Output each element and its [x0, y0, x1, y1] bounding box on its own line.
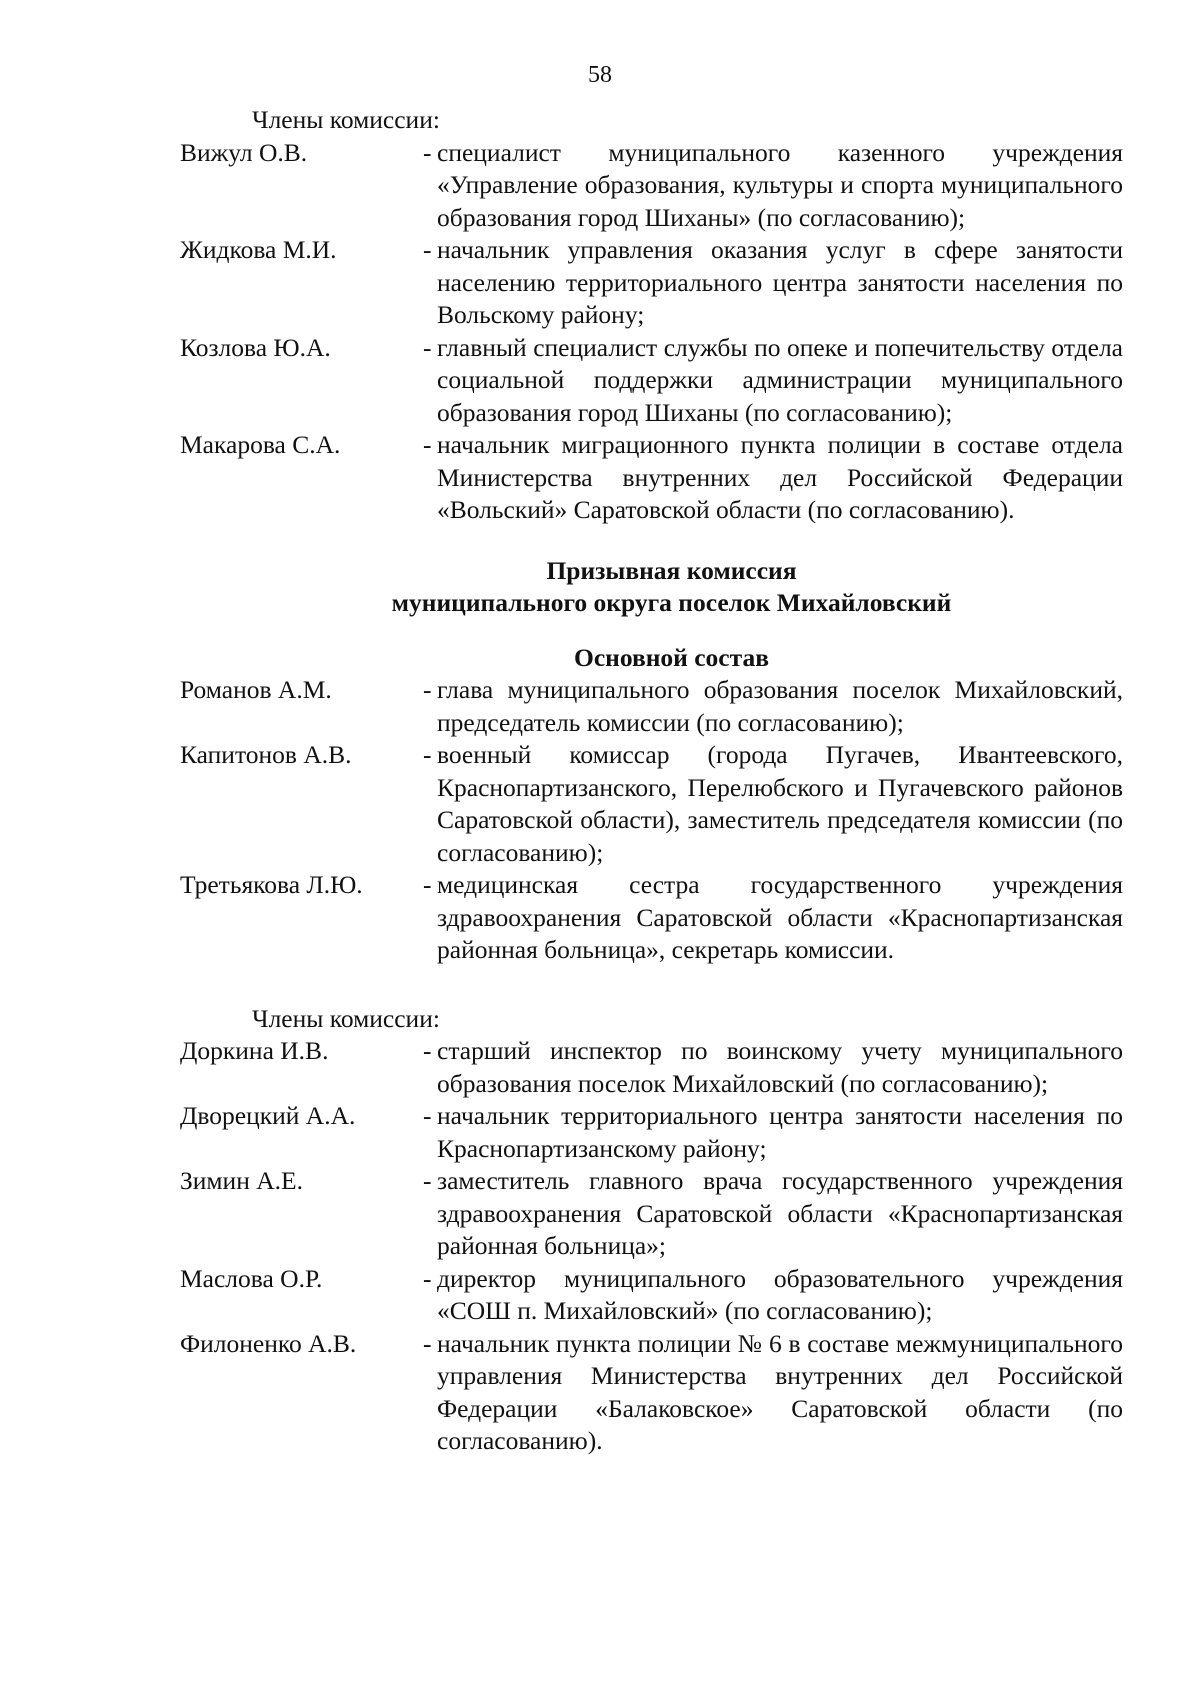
member-name: Романов А.М. — [180, 675, 332, 704]
spacer — [180, 967, 1123, 1003]
member-dash: - — [423, 137, 432, 167]
commission-subtitle: муниципального округа поселок Михайловский — [391, 588, 952, 617]
member-entry — [180, 1035, 1123, 1100]
member-dash: - — [423, 1263, 432, 1293]
member-dash: - — [423, 235, 432, 264]
members-list — [180, 137, 1123, 527]
members-label: Члены комиссии: — [252, 105, 440, 134]
member-entry — [180, 1165, 1123, 1263]
member-position: медицинская сестра государственного учреждения здравоохранения Саратовской области «Краснопартизанская районная больница», секретарь комиссии. — [437, 870, 1123, 964]
document-body — [180, 104, 1123, 1458]
member-dash: - — [423, 332, 432, 362]
member-dash: - — [423, 1328, 432, 1358]
member-dash: - — [423, 1166, 432, 1195]
spacer — [180, 527, 1123, 555]
member-name: Макарова С.А. — [180, 430, 341, 459]
member-entry — [180, 137, 1123, 235]
member-dash: - — [423, 675, 432, 704]
members-label: Члены комиссии: — [252, 1003, 440, 1033]
member-position: заместитель главного врача государственного учреждения здравоохранения Саратовской области «Краснопартизанская районная больница»; — [437, 1166, 1123, 1260]
member-position: специалист муниципального казенного учреждения «Управление образования, культуры и спорта муниципального образования город Шиханы» (по согласованию); — [437, 137, 1123, 232]
member-entry — [180, 1100, 1123, 1165]
member-entry — [180, 739, 1123, 869]
member-name: Капитонов А.В. — [180, 740, 352, 769]
member-name: Дворецкий А.А. — [180, 1101, 356, 1130]
page-number: 58 — [588, 62, 612, 88]
member-position: начальник миграционного пункта полиции в составе отдела Министерства внутренних дел Российской Федерации «Вольский» Саратовской области (по согласованию). — [437, 430, 1123, 524]
member-position: старший инспектор по воинскому учету муниципального образования поселок Михайловский (по согласованию); — [437, 1036, 1123, 1098]
member-entry — [180, 332, 1123, 430]
member-position: начальник пункта полиции № 6 в составе межмуниципального управления Министерства внутренних дел Российской Федерации «Балаковское» Саратовской области (по согласованию). — [437, 1328, 1123, 1455]
commission-title: Призывная комиссия — [546, 555, 797, 585]
member-entry — [180, 674, 1123, 739]
member-entry — [180, 1328, 1123, 1458]
member-position: глава муниципального образования поселок Михайловский, председатель комиссии (по согласованию); — [437, 675, 1123, 737]
member-dash: - — [423, 740, 432, 769]
members-list — [180, 1035, 1123, 1458]
member-dash: - — [423, 870, 432, 899]
member-entry — [180, 869, 1123, 967]
member-dash: - — [423, 1036, 432, 1065]
member-name: Филоненко А.В. — [180, 1328, 357, 1358]
member-name: Третьякова Л.Ю. — [180, 870, 363, 899]
member-position: начальник территориального центра занятости населения по Краснопартизанскому району; — [437, 1101, 1123, 1163]
member-name: Козлова Ю.А. — [180, 332, 331, 362]
member-entry — [180, 234, 1123, 332]
member-name: Зимин А.Е. — [180, 1166, 303, 1195]
member-position: военный комиссар (города Пугачев, Ивантеевского, Краснопартизанского, Перелюбского и Пугачевского районов Саратовской области), заместитель председателя комиссии (по согласованию); — [437, 740, 1123, 867]
member-position: начальник управления оказания услуг в сфере занятости населению территориального центра занятости населения по Вольскому району; — [437, 235, 1123, 329]
main-members-list — [180, 674, 1123, 967]
member-name: Жидкова М.И. — [180, 235, 337, 264]
member-entry — [180, 429, 1123, 527]
member-entry — [180, 1263, 1123, 1328]
spacer — [180, 620, 1123, 642]
member-position: директор муниципального образовательного учреждения «СОШ п. Михайловский» (по согласованию); — [437, 1263, 1123, 1325]
member-name: Маслова О.Р. — [180, 1263, 323, 1293]
member-name: Доркина И.В. — [180, 1036, 329, 1065]
member-dash: - — [423, 1101, 432, 1130]
member-name: Вижул О.В. — [180, 137, 308, 167]
member-dash: - — [423, 430, 432, 459]
main-composition-heading: Основной состав — [574, 642, 769, 672]
member-position: главный специалист службы по опеке и попечительству отдела социальной поддержки администрации муниципального образования город Шиханы (по согласованию); — [437, 332, 1123, 427]
